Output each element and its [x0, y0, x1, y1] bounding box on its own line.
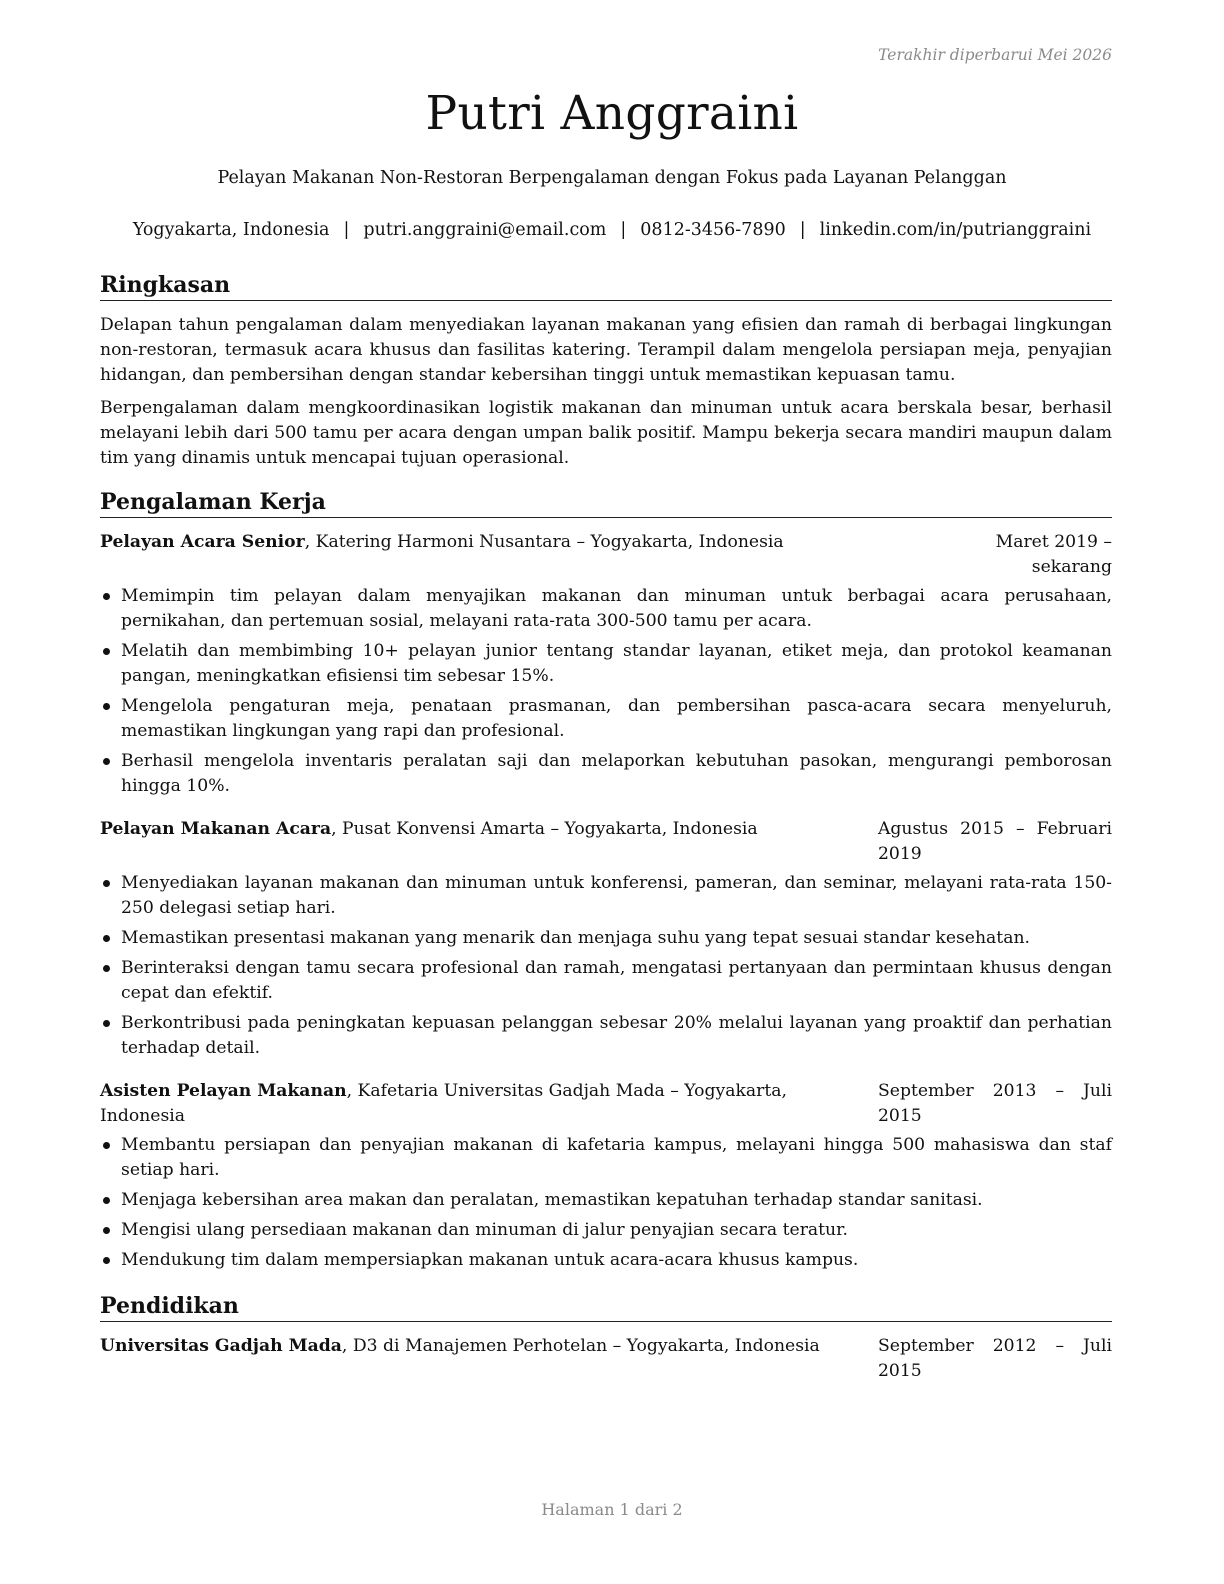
bullet-icon	[103, 1227, 110, 1234]
contact-separator: |	[343, 220, 350, 240]
education-entry	[100, 1334, 1112, 1384]
bullet-icon	[103, 880, 110, 887]
summary-paragraph: Berpengalaman dalam mengkoordinasikan logistik makanan dan minuman untuk acara berskala besar, berhasil melayani lebih dari 500 tamu per acara dengan umpan balik positif. Mampu bekerja secara mandiri maupun dalam tim yang dinamis untuk mencapai tujuan operasional.	[100, 398, 1112, 468]
list-item: Berkontribusi pada peningkatan kepuasan pelanggan sebesar 20% melalui layanan yang proaktif dan perhatian terhadap detail.	[100, 1011, 1112, 1061]
bullet-icon	[103, 1257, 110, 1264]
job-dates: Maret 2019 – sekarang	[995, 532, 1112, 577]
contact-line	[0, 220, 1224, 240]
contact-phone: 0812-3456-7890	[640, 220, 786, 240]
list-item: Berinteraksi dengan tamu secara profesional dan ramah, mengatasi pertanyaan dan permintaan khusus dengan cepat dan efektif.	[100, 956, 1112, 1006]
job-organization: , Katering Harmoni Nusantara – Yogyakarta, Indonesia	[304, 532, 784, 552]
section-title-experience: Pengalaman Kerja	[100, 487, 1112, 518]
job-header	[100, 817, 1112, 867]
education-school: Universitas Gadjah Mada	[100, 1336, 342, 1356]
job-bullets	[100, 584, 1112, 799]
job-bullets	[100, 871, 1112, 1061]
section-title-summary: Ringkasan	[100, 270, 1112, 301]
bullet-icon	[103, 1197, 110, 1204]
professional-tagline: Pelayan Makanan Non-Restoran Berpengalaman dengan Fokus pada Layanan Pelanggan	[217, 168, 1007, 188]
job-header	[100, 530, 1112, 580]
list-item: Berhasil mengelola inventaris peralatan saji dan melaporkan kebutuhan pasokan, mengurangi pemborosan hingga 10%.	[100, 749, 1112, 799]
contact-linkedin[interactable]: linkedin.com/in/putrianggraini	[819, 220, 1092, 240]
bullet-icon	[103, 703, 110, 710]
bullet-icon	[103, 593, 110, 600]
list-item: Mengelola pengaturan meja, penataan prasmanan, dan pembersihan pasca-acara secara menyeluruh, memastikan lingkungan yang rapi dan profesional.	[100, 694, 1112, 744]
resume-content	[100, 268, 1112, 1400]
job-organization: , Pusat Konvensi Amarta – Yogyakarta, Indonesia	[331, 819, 758, 839]
job-entry	[100, 530, 1112, 799]
experience-section	[100, 487, 1112, 1273]
education-heading	[100, 1334, 820, 1359]
list-item: Mengisi ulang persediaan makanan dan minuman di jalur penyajian secara teratur.	[100, 1218, 1112, 1243]
job-heading	[100, 1079, 870, 1129]
summary-paragraph: Delapan tahun pengalaman dalam menyediakan layanan makanan yang efisien dan ramah di berbagai lingkungan non-restoran, termasuk acara khusus dan fasilitas katering. Terampil dalam mengelola persiapan meja, penyajian hidangan, dan pembersihan dengan standar kebersihan tinggi untuk memastikan kepuasan tamu.	[100, 315, 1112, 385]
bullet-icon	[103, 648, 110, 655]
education-detail: , D3 di Manajemen Perhotelan – Yogyakarta, Indonesia	[341, 1336, 820, 1356]
job-heading	[100, 530, 784, 555]
bullet-icon	[103, 935, 110, 942]
job-organization: , Kafetaria Universitas Gadjah Mada – Yogyakarta, Indonesia	[100, 1081, 787, 1126]
job-bullets	[100, 1133, 1112, 1273]
page-number: Halaman 1 dari 2	[541, 1500, 683, 1519]
list-item: Memimpin tim pelayan dalam menyajikan makanan dan minuman untuk berbagai acara perusahaan, pernikahan, dan pertemuan sosial, melayani rata-rata 300-500 tamu per acara.	[100, 584, 1112, 634]
job-entry	[100, 1079, 1112, 1273]
list-item: Menyediakan layanan makanan dan minuman untuk konferensi, pameran, dan seminar, melayani rata-rata 150-250 delegasi setiap hari.	[100, 871, 1112, 921]
job-dates: September 2013 – Juli 2015	[878, 1081, 1112, 1126]
section-title-education: Pendidikan	[100, 1291, 1112, 1322]
education-dates: September 2012 – Juli 2015	[878, 1336, 1112, 1381]
education-section	[100, 1291, 1112, 1384]
job-role: Asisten Pelayan Makanan	[100, 1081, 347, 1101]
job-role: Pelayan Acara Senior	[100, 532, 305, 552]
bullet-icon	[103, 758, 110, 765]
summary-section	[100, 270, 1112, 471]
job-role: Pelayan Makanan Acara	[100, 819, 332, 839]
contact-location: Yogyakarta, Indonesia	[132, 220, 330, 240]
list-item: Membantu persiapan dan penyajian makanan di kafetaria kampus, melayani hingga 500 mahasiswa dan staf setiap hari.	[100, 1133, 1112, 1183]
list-item: Memastikan presentasi makanan yang menarik dan menjaga suhu yang tepat sesuai standar kesehatan.	[100, 926, 1112, 951]
list-item: Mendukung tim dalam mempersiapkan makanan untuk acara-acara khusus kampus.	[100, 1248, 1112, 1273]
bullet-icon	[103, 965, 110, 972]
list-item: Melatih dan membimbing 10+ pelayan junior tentang standar layanan, etiket meja, dan protokol keamanan pangan, meningkatkan efisiensi tim sebesar 15%.	[100, 639, 1112, 689]
contact-email[interactable]: putri.anggraini@email.com	[363, 220, 607, 240]
job-dates: Agustus 2015 – Februari 2019	[878, 819, 1112, 864]
bullet-icon	[103, 1142, 110, 1149]
job-header	[100, 1079, 1112, 1129]
candidate-name: Putri Anggraini	[425, 86, 799, 141]
contact-separator: |	[620, 220, 627, 240]
job-entry	[100, 817, 1112, 1061]
list-item: Menjaga kebersihan area makan dan peralatan, memastikan kepatuhan terhadap standar sanitasi.	[100, 1188, 1112, 1213]
job-heading	[100, 817, 758, 842]
last-updated-note: Terakhir diperbarui Mei 2026	[878, 46, 1112, 64]
contact-separator: |	[799, 220, 806, 240]
bullet-icon	[103, 1020, 110, 1027]
